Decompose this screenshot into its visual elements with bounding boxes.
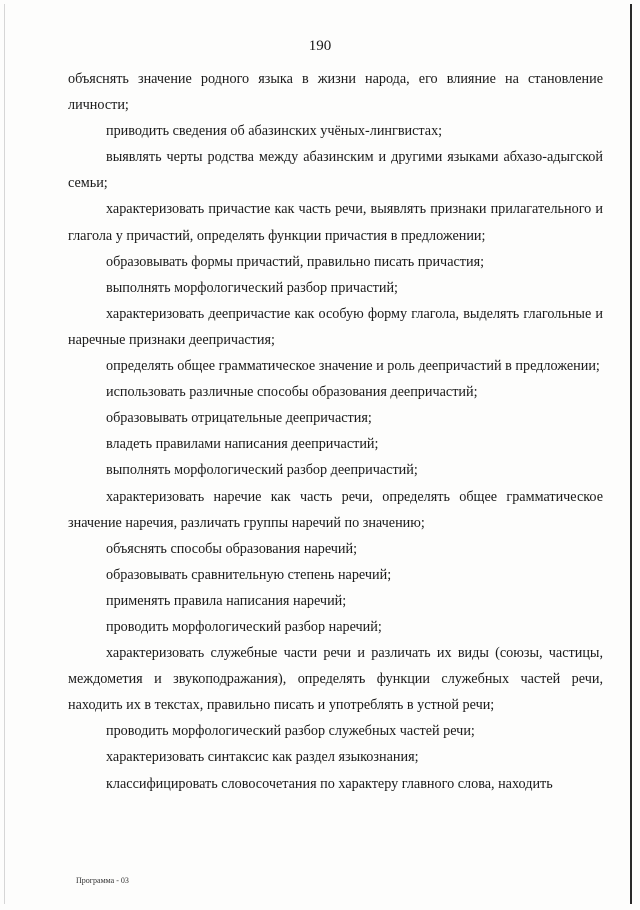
- paragraph: характеризовать наречие как часть речи, определять общее грамматическое значение наречия, различать группы наречий по значению;: [68, 488, 603, 531]
- paragraph: определять общее грамматическое значение и роль деепричастий в предложении;: [106, 358, 600, 375]
- paragraph: приводить сведения об абазинских учёных-лингвистах;: [106, 123, 443, 140]
- paragraph: выполнять морфологический разбор причастий;: [106, 279, 398, 296]
- footer-program-code: Программа - 03: [76, 876, 129, 885]
- paragraph: выполнять морфологический разбор деепричастий;: [106, 462, 418, 479]
- paragraph: образовывать сравнительную степень наречий;: [106, 566, 392, 583]
- paragraph: объяснять значение родного языка в жизни народа, его влияние на становление личности;: [68, 71, 603, 114]
- paragraph: проводить морфологический разбор наречий;: [106, 618, 382, 635]
- paragraph: использовать различные способы образования деепричастий;: [106, 384, 478, 401]
- paragraph: классифицировать словосочетания по характеру главного слова, находить: [106, 775, 553, 792]
- paragraph: образовывать отрицательные деепричастия;: [106, 410, 372, 427]
- paragraph: проводить морфологический разбор служебных частей речи;: [106, 723, 475, 740]
- paragraph: характеризовать деепричастие как особую форму глагола, выделять глагольные и наречные признаки деепричастия;: [68, 305, 603, 348]
- paragraph: характеризовать причастие как часть речи, выявлять признаки прилагательного и глагола у причастий, определять функции причастия в предложении;: [68, 201, 603, 244]
- paragraph: образовывать формы причастий, правильно писать причастия;: [106, 253, 485, 270]
- paragraph: выявлять черты родства между абазинским и другими языками абхазо-адыгской семьи;: [68, 149, 603, 192]
- page-number: 190: [308, 38, 332, 54]
- page-body: [68, 66, 603, 797]
- paragraph: владеть правилами написания деепричастий;: [106, 436, 379, 453]
- paragraph: характеризовать синтаксис как раздел языкознания;: [106, 749, 419, 766]
- paragraph: применять правила написания наречий;: [106, 592, 347, 609]
- paragraph: объяснять способы образования наречий;: [106, 540, 358, 557]
- paragraph: характеризовать служебные части речи и различать их виды (союзы, частицы, междометия и звукоподражания), определять функции служебных частей речи, находить их в текстах, правильно писать и употреблять в устной речи;: [68, 645, 603, 714]
